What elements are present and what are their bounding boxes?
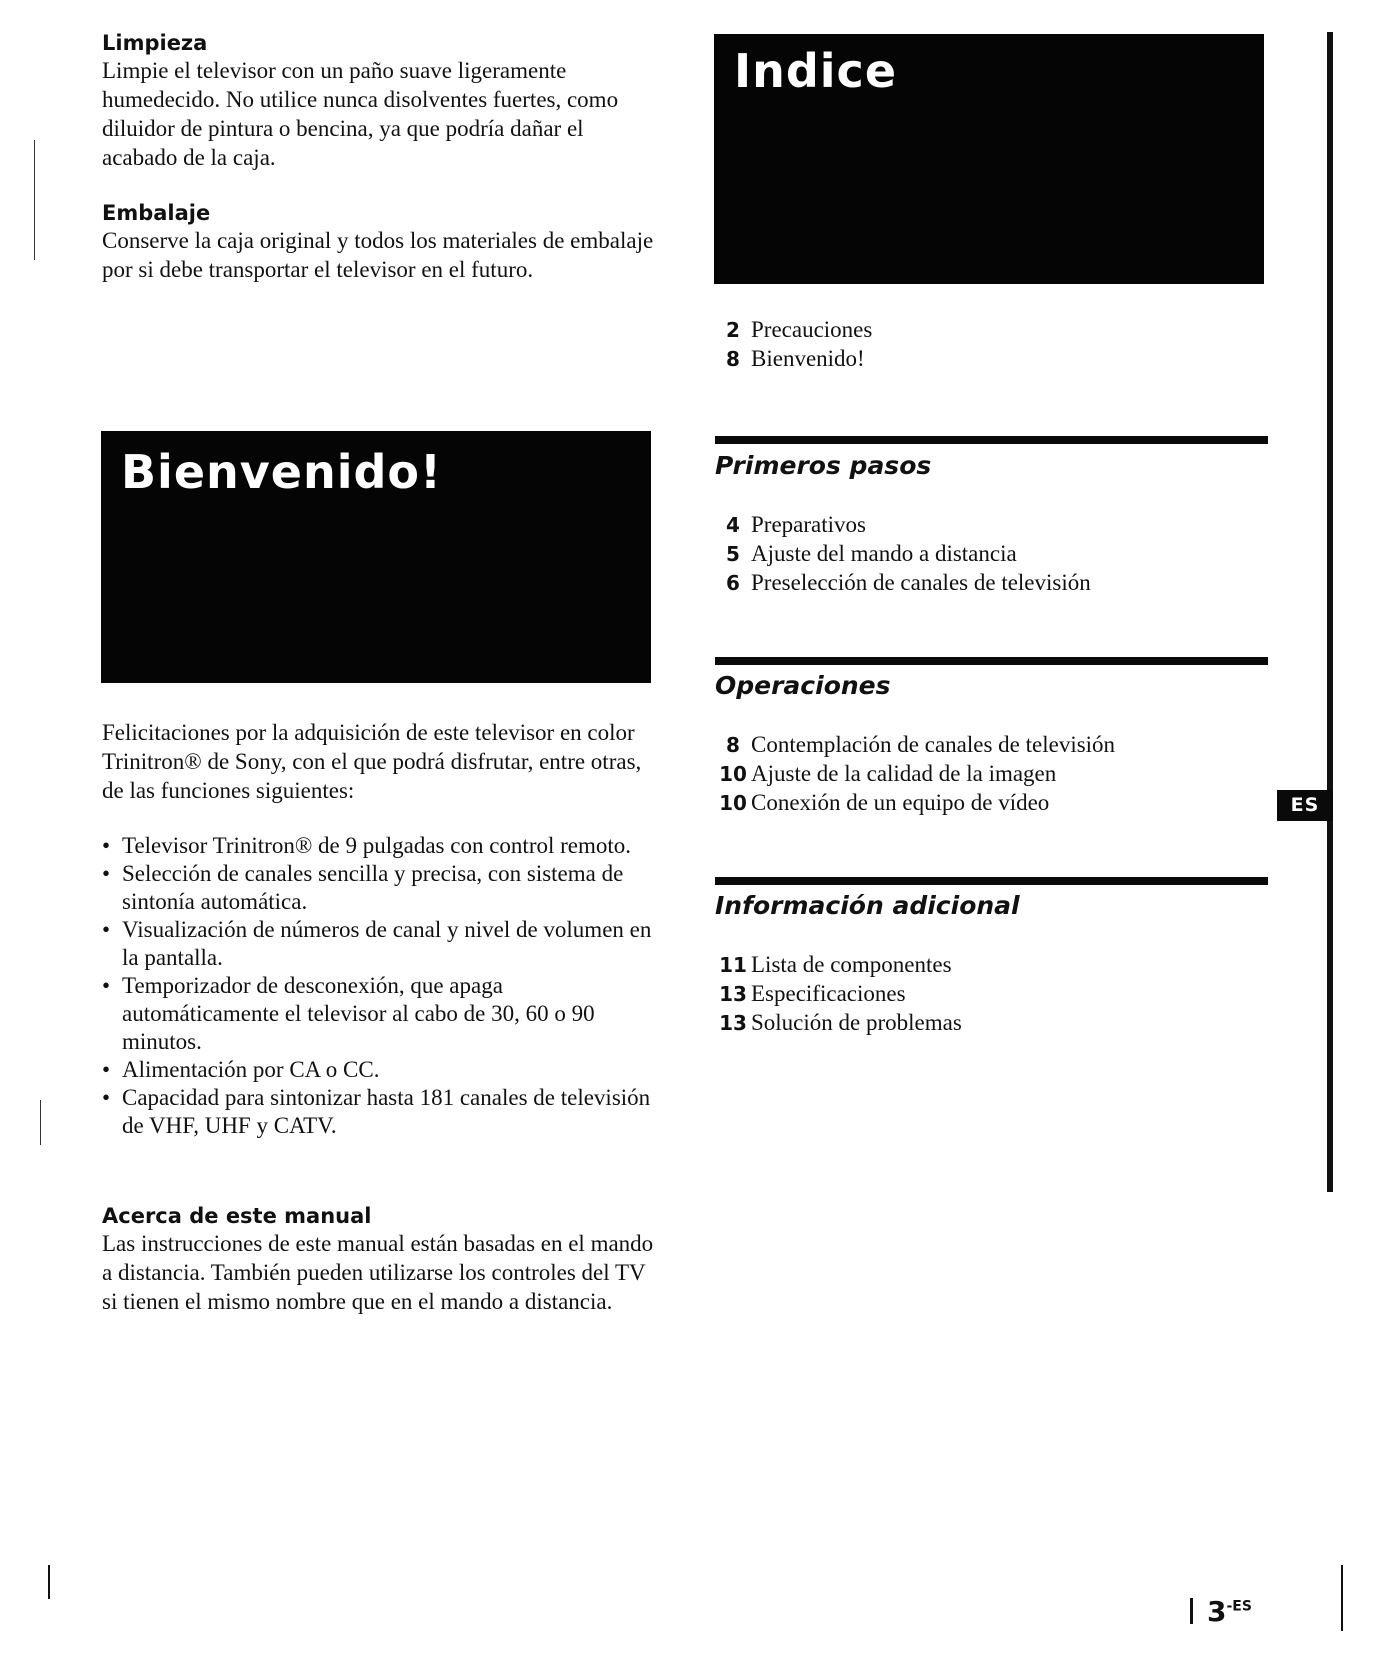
toc-entry bbox=[715, 317, 1265, 346]
bienvenido-banner-title: Bienvenido! bbox=[121, 445, 442, 499]
feature-item: • Televisor Trinitron® de 9 pulgadas con control remoto. bbox=[102, 832, 662, 860]
toc-entry bbox=[715, 570, 1265, 599]
toc-entry bbox=[715, 981, 1265, 1010]
page-tick bbox=[1190, 1598, 1193, 1624]
section-rule bbox=[715, 436, 1268, 444]
toc-label: Ajuste del mando a distancia bbox=[751, 541, 1017, 566]
toc-label: Ajuste de la calidad de la imagen bbox=[751, 761, 1057, 786]
bienvenido-banner bbox=[101, 431, 651, 683]
acerca-section bbox=[102, 1203, 662, 1316]
toc-label: Precauciones bbox=[751, 317, 873, 342]
toc-label: Contemplación de canales de televisión bbox=[751, 732, 1116, 757]
toc-operaciones bbox=[715, 732, 1265, 819]
feature-item: • Selección de canales sencilla y precisa, con sistema de sintonía automática. bbox=[102, 860, 662, 916]
toc-page: 10 bbox=[719, 762, 747, 786]
operaciones-heading: Operaciones bbox=[715, 671, 891, 700]
toc-page: 5 bbox=[726, 542, 740, 566]
section-rule bbox=[715, 657, 1268, 665]
feature-item: • Temporizador de desconexión, que apaga automáticamente el televisor al cabo de 30, 60 o 90 minutos. bbox=[102, 972, 662, 1056]
toc-entry bbox=[715, 1010, 1265, 1039]
toc-label: Conexión de un equipo de vídeo bbox=[751, 790, 1050, 815]
toc-primeros bbox=[715, 512, 1265, 599]
toc-label: Solución de problemas bbox=[751, 1010, 962, 1035]
toc-entry bbox=[715, 346, 1265, 375]
section-rule bbox=[715, 877, 1268, 885]
embalaje-section bbox=[102, 200, 662, 284]
language-tab: ES bbox=[1277, 790, 1333, 821]
thumb-index-bar bbox=[1327, 32, 1333, 1192]
toc-label: Lista de componentes bbox=[751, 952, 952, 977]
embalaje-text: Conserve la caja original y todos los materiales de embalaje por si debe transportar el televisor en el futuro. bbox=[102, 228, 654, 282]
acerca-text: Las instrucciones de este manual están basadas en el mando a distancia. También pueden utilizarse los controles del TV si tienen el mismo nombre que en el mando a distancia. bbox=[102, 1231, 654, 1314]
toc-page: 11 bbox=[719, 953, 747, 977]
toc-page: 8 bbox=[726, 733, 740, 757]
toc-entry bbox=[715, 732, 1265, 761]
indice-banner-title: Indice bbox=[734, 44, 898, 98]
toc-entry bbox=[715, 952, 1265, 981]
feature-item: • Capacidad para sintonizar hasta 181 canales de televisión de VHF, UHF y CATV. bbox=[102, 1084, 662, 1140]
features-section bbox=[102, 832, 662, 1140]
toc-page: 6 bbox=[726, 571, 740, 595]
toc-label: Preparativos bbox=[751, 512, 866, 537]
toc-label: Preselección de canales de televisión bbox=[751, 570, 1091, 595]
toc-entry bbox=[715, 541, 1265, 570]
feature-item: • Alimentación por CA o CC. bbox=[102, 1056, 662, 1084]
toc-page: 8 bbox=[726, 347, 740, 371]
intro-text: Felicitaciones por la adquisición de este televisor en color Trinitron® de Sony, con el que podrá disfrutar, entre otras, de las funciones siguientes: bbox=[102, 720, 642, 803]
primeros-heading: Primeros pasos bbox=[715, 451, 932, 480]
toc-page: 13 bbox=[719, 1011, 747, 1035]
margin-line bbox=[48, 1565, 50, 1599]
toc-entry bbox=[715, 790, 1265, 819]
toc-page: 4 bbox=[726, 513, 740, 537]
features-list bbox=[102, 832, 662, 1140]
margin-line bbox=[40, 1100, 41, 1145]
limpieza-heading: Limpieza bbox=[102, 31, 208, 55]
embalaje-heading: Embalaje bbox=[102, 201, 211, 225]
intro-section bbox=[102, 718, 662, 805]
toc-label: Especificaciones bbox=[751, 981, 906, 1006]
acerca-heading: Acerca de este manual bbox=[102, 1204, 372, 1228]
feature-item: • Visualización de números de canal y nivel de volumen en la pantalla. bbox=[102, 916, 662, 972]
limpieza-text: Limpie el televisor con un paño suave ligeramente humedecido. No utilice nunca disolventes fuertes, como diluidor de pintura o bencina, ya que podría dañar el acabado de la caja. bbox=[102, 58, 619, 170]
adicional-heading: Información adicional bbox=[715, 891, 1020, 920]
toc-page: 10 bbox=[719, 791, 747, 815]
toc-adicional bbox=[715, 952, 1265, 1039]
margin-line bbox=[1341, 1565, 1343, 1631]
toc-entry bbox=[715, 512, 1265, 541]
toc-page: 2 bbox=[726, 318, 740, 342]
page-number-value: 3 bbox=[1207, 1595, 1227, 1628]
margin-line bbox=[34, 140, 35, 260]
limpieza-section bbox=[102, 30, 662, 172]
toc-page: 13 bbox=[719, 982, 747, 1006]
toc-intro bbox=[715, 317, 1265, 375]
page-number bbox=[1190, 1595, 1252, 1628]
indice-banner bbox=[714, 34, 1264, 284]
toc-label: Bienvenido! bbox=[751, 346, 865, 371]
toc-entry bbox=[715, 761, 1265, 790]
page-number-suffix: -ES bbox=[1226, 1598, 1252, 1615]
